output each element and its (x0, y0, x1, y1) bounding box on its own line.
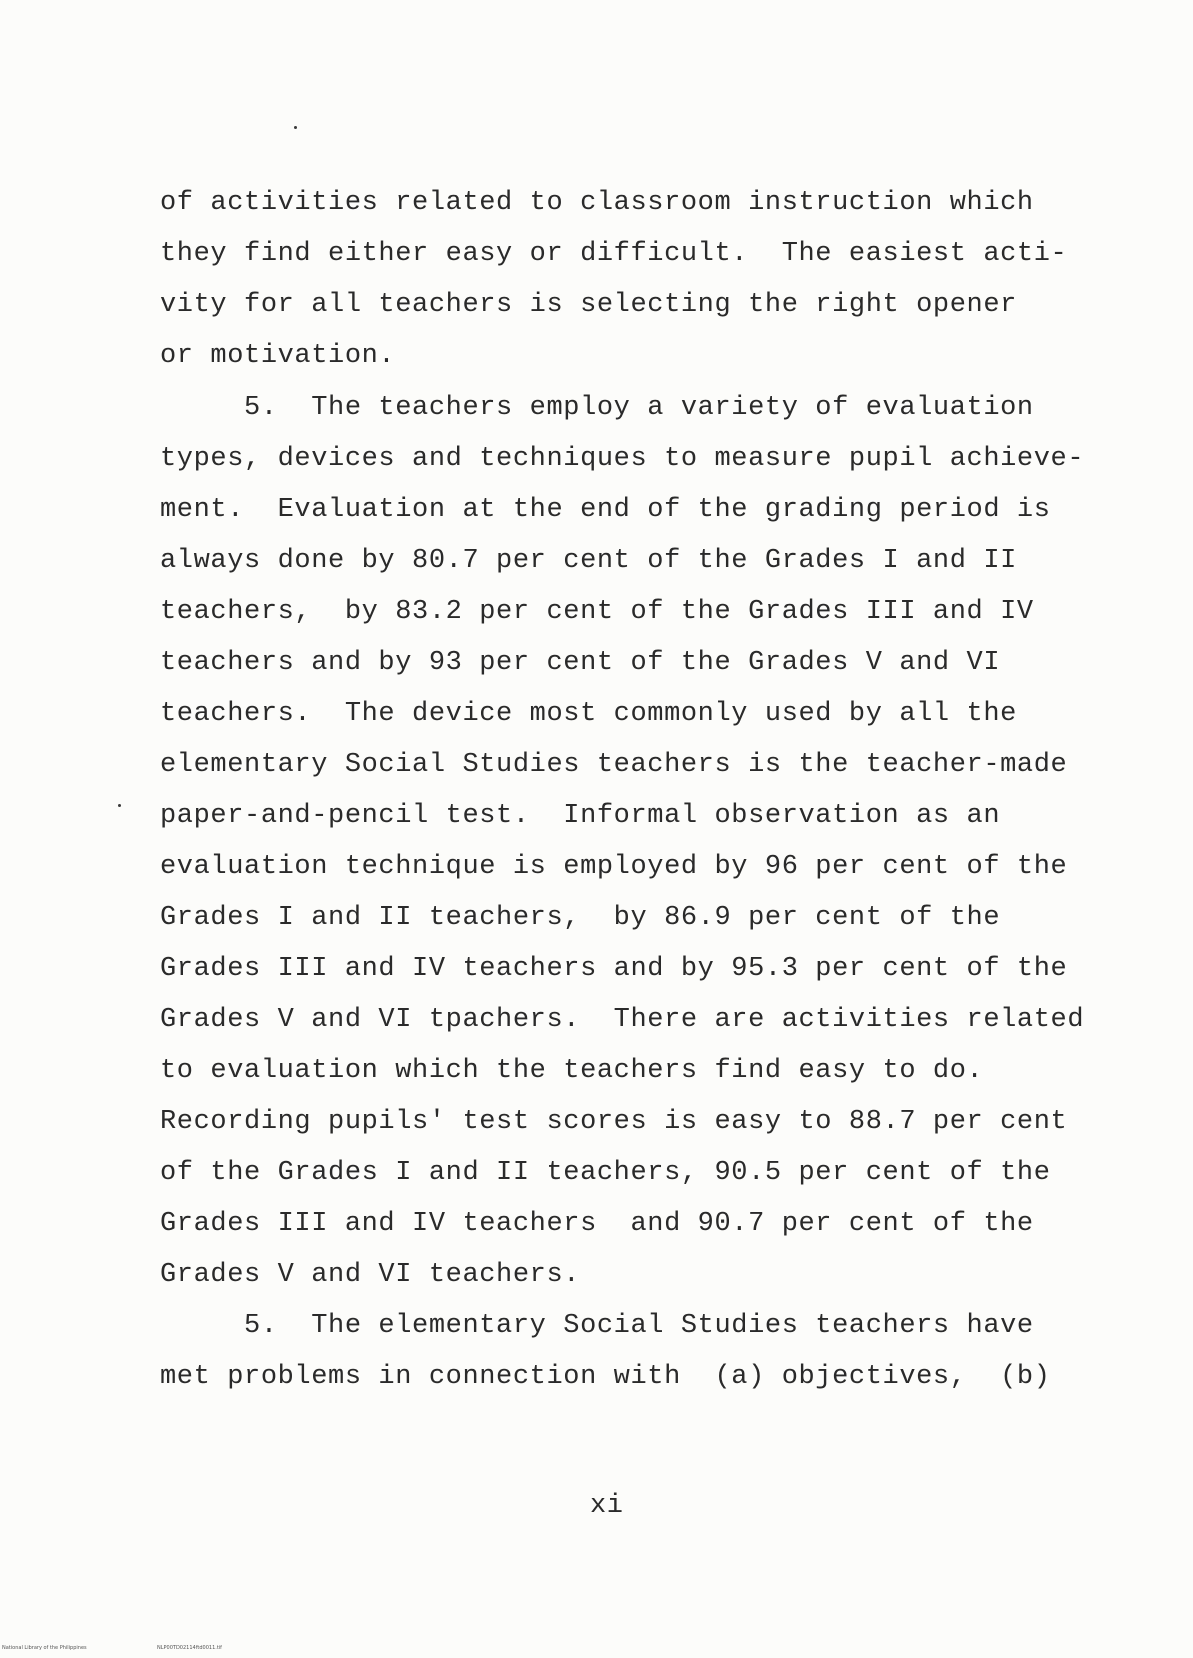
text-line-23: 5. The elementary Social Studies teachers have (160, 1311, 1034, 1341)
text-line-22: Grades V and VI teachers. (160, 1260, 581, 1290)
scan-footer (2, 1645, 222, 1655)
text-line-15: Grades I and II teachers, by 86.9 per cent of the (160, 903, 1001, 933)
ink-speck (294, 126, 297, 129)
text-line-6: types, devices and techniques to measure pupil achieve- (160, 444, 1085, 474)
text-line-12: elementary Social Studies teachers is the teacher-made (160, 750, 1068, 780)
ink-speck (118, 804, 121, 807)
text-line-11: teachers. The device most commonly used by all the (160, 699, 1017, 729)
text-line-21: Grades III and IV teachers and 90.7 per cent of the (160, 1209, 1034, 1239)
text-line-4: or motivation. (160, 341, 396, 371)
text-line-10: teachers and by 93 per cent of the Grades V and VI (160, 648, 1001, 678)
text-line-16: Grades III and IV teachers and by 95.3 per cent of the (160, 954, 1068, 984)
text-line-3: vity for all teachers is selecting the right opener (160, 290, 1017, 320)
text-line-5: 5. The teachers employ a variety of evaluation (160, 393, 1034, 423)
text-line-9: teachers, by 83.2 per cent of the Grades III and IV (160, 597, 1034, 627)
text-line-13: paper-and-pencil test. Informal observation as an (160, 801, 1001, 831)
text-line-1: of activities related to classroom instruction which (160, 188, 1034, 218)
text-line-14: evaluation technique is employed by 96 per cent of the (160, 852, 1068, 882)
text-line-19: Recording pupils' test scores is easy to 88.7 per cent (160, 1107, 1068, 1137)
text-line-24: met problems in connection with (a) objectives, (b) (160, 1362, 1051, 1392)
text-line-20: of the Grades I and II teachers, 90.5 per cent of the (160, 1158, 1051, 1188)
text-line-2: they find either easy or difficult. The easiest acti- (160, 239, 1068, 269)
text-line-7: ment. Evaluation at the end of the grading period is (160, 495, 1051, 525)
library-credit: National Library of the Philippines (2, 1645, 87, 1651)
text-line-18: to evaluation which the teachers find easy to do. (160, 1056, 984, 1086)
text-line-8: always done by 80.7 per cent of the Grades I and II (160, 546, 1017, 576)
page-number: xi (590, 1491, 624, 1521)
file-id: NLP00TD02114ftd0011.tif (157, 1645, 222, 1651)
text-line-17: Grades V and VI tpachers. There are activities related (160, 1005, 1085, 1035)
